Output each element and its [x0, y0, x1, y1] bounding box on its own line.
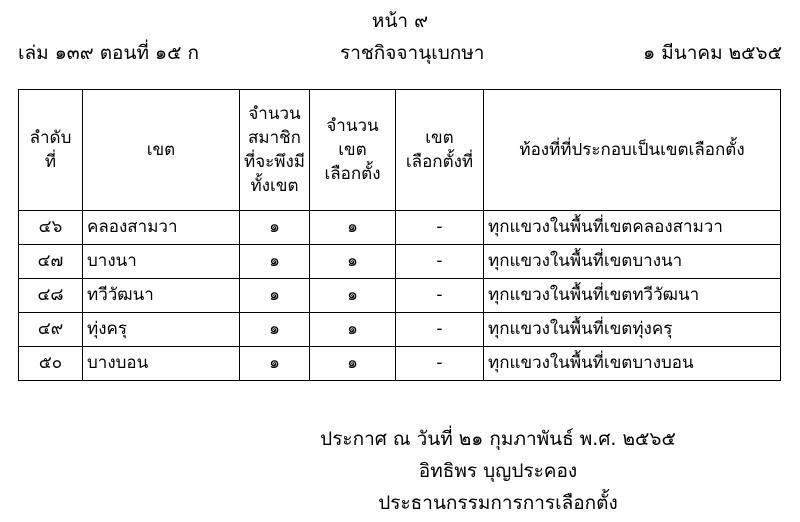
member-count: ๑	[240, 347, 310, 381]
column-header-members: จำนวน สมาชิก ที่จะพึงมี ทั้งเขต	[240, 90, 310, 211]
member-count: ๑	[240, 245, 310, 279]
signatory-name: อิทธิพร บุญประคอง	[418, 460, 578, 482]
member-count: ๑	[240, 211, 310, 245]
area-description: ทุกแขวงในพื้นที่เขตทุ่งครุ	[484, 313, 781, 347]
member-count: ๑	[240, 313, 310, 347]
constituency-count: ๑	[310, 245, 396, 279]
member-count: ๑	[240, 279, 310, 313]
table-row	[19, 279, 781, 313]
column-header-constituencies: จำนวน เขต เลือกตั้ง	[310, 90, 396, 211]
row-number: ๔๖	[19, 211, 83, 245]
column-header-constituency-no: เขต เลือกตั้งที่	[396, 90, 484, 211]
row-number: ๕๐	[19, 347, 83, 381]
district-name: บางบอน	[83, 347, 240, 381]
table-row	[19, 211, 781, 245]
district-name: บางนา	[83, 245, 240, 279]
constituency-number: -	[396, 245, 484, 279]
column-header-no: ลำดับ ที่	[19, 90, 83, 211]
table-row	[19, 347, 781, 381]
column-header-area: ท้องที่ที่ประกอบเป็นเขตเลือกตั้ง	[484, 90, 781, 211]
constituency-count: ๑	[310, 347, 396, 381]
area-description: ทุกแขวงในพื้นที่เขตบางนา	[484, 245, 781, 279]
table-row	[19, 245, 781, 279]
district-name: ทวีวัฒนา	[83, 279, 240, 313]
constituency-number: -	[396, 211, 484, 245]
column-header-district: เขต	[83, 90, 240, 211]
area-description: ทุกแขวงในพื้นที่เขตทวีวัฒนา	[484, 279, 781, 313]
district-name: คลองสามวา	[83, 211, 240, 245]
row-number: ๔๗	[19, 245, 83, 279]
row-number: ๔๙	[19, 313, 83, 347]
area-description: ทุกแขวงในพื้นที่เขตบางบอน	[484, 347, 781, 381]
constituency-count: ๑	[310, 313, 396, 347]
signatory-position: ประธานกรรมการการเลือกตั้ง	[378, 492, 618, 514]
area-description: ทุกแขวงในพื้นที่เขตคลองสามวา	[484, 211, 781, 245]
electoral-district-table	[18, 89, 781, 381]
table-row	[19, 313, 781, 347]
publication-name: ราชกิจจานุเบกษา	[340, 42, 485, 64]
row-number: ๔๘	[19, 279, 83, 313]
announcement-date: ประกาศ ณ วันที่ ๒๑ กุมภาพันธ์ พ.ศ. ๒๕๖๕	[320, 428, 676, 450]
table-header-row	[19, 90, 781, 211]
constituency-number: -	[396, 279, 484, 313]
constituency-number: -	[396, 347, 484, 381]
constituency-number: -	[396, 313, 484, 347]
gazette-header	[18, 38, 782, 68]
volume-issue: เล่ม ๑๓๙ ตอนที่ ๑๕ ก	[18, 42, 199, 64]
constituency-count: ๑	[310, 211, 396, 245]
page-number: หน้า ๙	[371, 10, 429, 32]
constituency-count: ๑	[310, 279, 396, 313]
district-name: ทุ่งครุ	[83, 313, 240, 347]
publication-date: ๑ มีนาคม ๒๕๖๕	[643, 42, 782, 64]
